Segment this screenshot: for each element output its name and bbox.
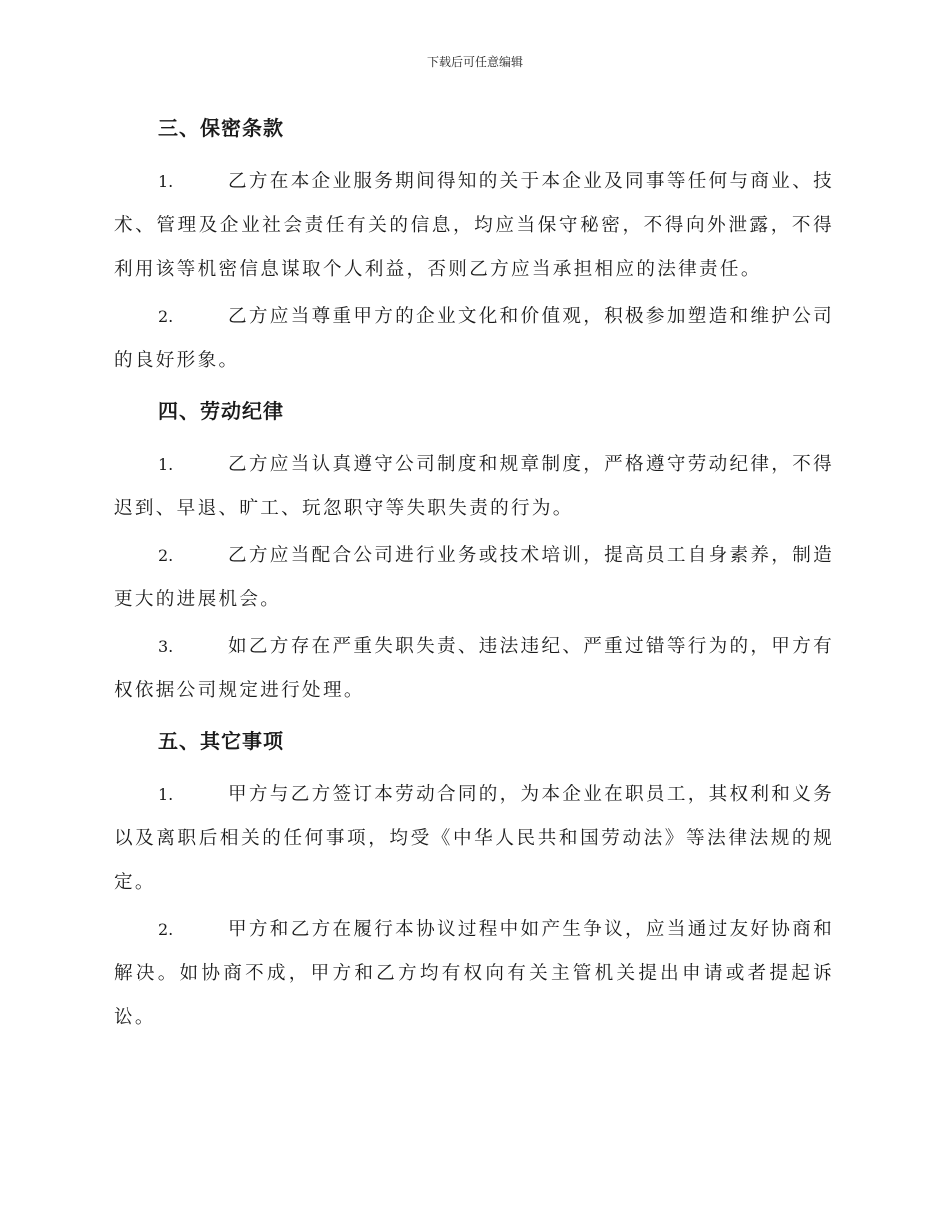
clause-number: 3. <box>158 637 174 656</box>
clause-text: 乙方应当尊重甲方的企业文化和价值观，积极参加塑造和维护公司的良好形象。 <box>114 306 834 371</box>
clause-paragraph <box>114 534 834 622</box>
section-heading-confidentiality: 三、保密条款 <box>158 116 284 140</box>
clause-number: 2. <box>158 920 174 939</box>
clause-text: 如乙方存在严重失职失责、违法违纪、严重过错等行为的，甲方有权依据公司规定进行处理。 <box>114 636 834 701</box>
document-body <box>114 110 834 1040</box>
section-heading-labor-discipline: 四、劳动纪律 <box>158 399 284 423</box>
clause-number: 1. <box>158 785 174 804</box>
clause-number: 2. <box>158 546 174 565</box>
clause-text: 乙方在本企业服务期间得知的关于本企业及同事等任何与商业、技术、管理及企业社会责任有关的信息，均应当保守秘密，不得向外泄露，不得利用该等机密信息谋取个人利益，否则乙方应当承担相应的法律责任。 <box>114 171 834 280</box>
section-heading-other-matters: 五、其它事项 <box>158 729 284 753</box>
page-header: 下载后可任意编辑 <box>426 55 523 69</box>
clause-paragraph <box>114 160 834 292</box>
clause-text: 甲方与乙方签订本劳动合同的，为本企业在职员工，其权利和义务以及离职后相关的任何事项，均受《中华人民共和国劳动法》等法律法规的规定。 <box>114 784 834 893</box>
clause-paragraph <box>114 908 834 1040</box>
clause-number: 2. <box>158 307 174 326</box>
clause-number: 1. <box>158 455 174 474</box>
clause-text: 甲方和乙方在履行本协议过程中如产生争议，应当通过友好协商和解决。如协商不成，甲方和乙方均有权向有关主管机关提出申请或者提起诉讼。 <box>114 919 834 1028</box>
clause-paragraph <box>114 773 834 905</box>
clause-paragraph <box>114 443 834 531</box>
clause-number: 1. <box>158 172 174 191</box>
clause-text: 乙方应当认真遵守公司制度和规章制度，严格遵守劳动纪律，不得迟到、早退、旷工、玩忽职守等失职失责的行为。 <box>114 454 834 519</box>
clause-paragraph <box>114 295 834 383</box>
clause-paragraph <box>114 625 834 713</box>
clause-text: 乙方应当配合公司进行业务或技术培训，提高员工自身素养，制造更大的进展机会。 <box>114 545 834 610</box>
